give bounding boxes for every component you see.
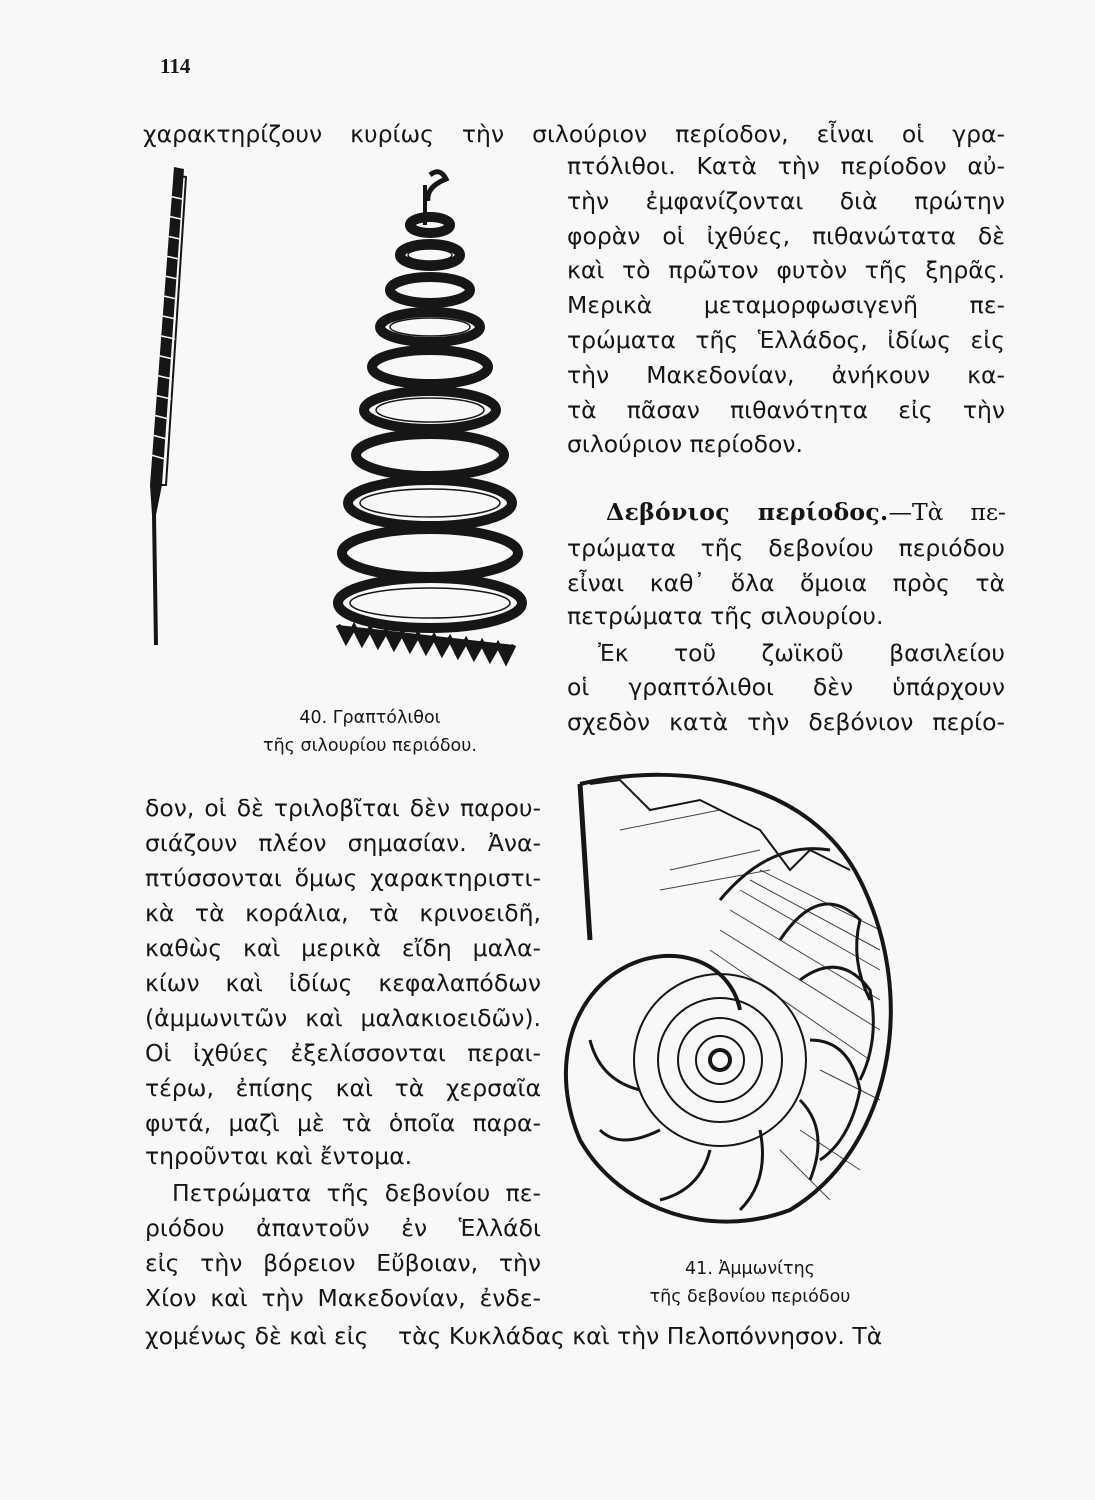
straight-graptolite-illustration bbox=[150, 167, 186, 645]
figure-41-caption-line-1: 41. Ἀμμωνίτης bbox=[685, 1259, 815, 1279]
figure-41-caption-line-2: τῆς δεβονίου περιόδου bbox=[649, 1287, 851, 1307]
section-heading-continuation: —Τὰ πε- bbox=[888, 498, 1006, 526]
text-line: φορὰν οἱ ἰχθύες, πιθανώτατα δὲ bbox=[567, 222, 1005, 250]
text-line: (ἀμμωνιτῶν καὶ μαλακιοειδῶν). bbox=[145, 1004, 541, 1032]
figure-40-caption bbox=[200, 704, 540, 760]
text-line: κίων καὶ ἰδίως κεφαλαπόδων bbox=[145, 969, 541, 997]
text-line: τρώματα τῆς δεβονίου περιόδου bbox=[567, 534, 1005, 562]
text-line: οἱ γραπτόλιθοι δὲν ὑπάρχουν bbox=[567, 673, 1005, 701]
section-heading-line bbox=[606, 496, 1006, 528]
text-line: Ἐκ τοῦ ζωϊκοῦ βασιλείου bbox=[598, 639, 1005, 667]
text-line: τὴν Μακεδονίαν, ἀνήκουν κα- bbox=[567, 361, 1005, 389]
text-line: Χίον καὶ τὴν Μακεδονίαν, ἐνδε- bbox=[145, 1284, 541, 1312]
text-line: καθὼς καὶ μερικὰ εἴδη μαλα- bbox=[145, 934, 541, 962]
text-line: εἰς τὴν βόρειον Εὔβοιαν, τὴν bbox=[145, 1249, 541, 1277]
text-line: πετρώματα τῆς σιλουρίου. bbox=[567, 602, 884, 630]
text-line: ριόδου ἀπαντοῦν ἐν Ἑλλάδι bbox=[145, 1214, 541, 1242]
text-line: πτύσσονται ὅμως χαρακτηριστι- bbox=[145, 864, 541, 892]
text-line: πτόλιθοι. Κατὰ τὴν περίοδον αὐ- bbox=[567, 152, 1005, 180]
text-line: εἶναι καθ᾽ ὅλα ὅμοια πρὸς τὰ bbox=[567, 569, 1005, 597]
top-line: χαρακτηρίζουν κυρίως τὴν σιλούριον περίοδον, εἶναι οἱ γρα- bbox=[143, 120, 1005, 148]
text-line: δον, οἱ δὲ τριλοβῖται δὲν παρου- bbox=[145, 794, 541, 822]
text-line: τέρω, ἐπίσης καὶ τὰ χερσαῖα bbox=[145, 1074, 541, 1102]
text-line: σχεδὸν κατὰ τὴν δεβόνιον περίο- bbox=[567, 708, 1005, 736]
text-line: κὰ τὰ κοράλια, τὰ κρινοειδῆ, bbox=[145, 899, 541, 927]
figure-40-caption-line-1: 40. Γραπτόλιθοι bbox=[299, 708, 441, 728]
spiral-graptolite-illustration bbox=[338, 172, 522, 661]
text-line: Πετρώματα τῆς δεβονίου πε- bbox=[172, 1179, 541, 1207]
figure-41-caption bbox=[600, 1255, 900, 1311]
text-line: τηροῦνται καὶ ἔντομα. bbox=[145, 1142, 413, 1170]
page-number: 114 bbox=[160, 54, 191, 78]
figure-40-caption-line-2: τῆς σιλουρίου περιόδου. bbox=[263, 736, 477, 756]
bottom-line-start: χομένως δὲ καὶ εἰς bbox=[145, 1322, 369, 1350]
text-line: Οἱ ἰχθύες ἐξελίσσονται περαι- bbox=[145, 1039, 541, 1067]
text-line: καὶ τὸ πρῶτον φυτὸν τῆς ξηρᾶς. bbox=[567, 256, 1005, 284]
ammonite-figure bbox=[560, 770, 920, 1240]
text-line: Μερικὰ μεταμορφωσιγενῆ πε- bbox=[567, 291, 1005, 319]
text-line: τρώματα τῆς Ἑλλάδος, ἰδίως εἰς bbox=[567, 326, 1005, 354]
text-line: σιλούριον περίοδον. bbox=[567, 430, 804, 458]
text-line: σιάζουν πλέον σημασίαν. Ἀνα- bbox=[145, 829, 541, 857]
graptolite-figure bbox=[140, 155, 540, 695]
bottom-line-end: τὰς Κυκλάδας καὶ τὴν Πελοπόννησον. Τὰ bbox=[398, 1322, 883, 1350]
text-line: τὰ πᾶσαν πιθανότητα εἰς τὴν bbox=[567, 396, 1005, 424]
text-line: φυτά, μαζὶ μὲ τὰ ὁποῖα παρα- bbox=[145, 1109, 541, 1137]
text-line: τὴν ἐμφανίζονται διὰ πρώτην bbox=[567, 187, 1005, 215]
section-heading: Δεβόνιος περίοδος. bbox=[606, 498, 889, 526]
